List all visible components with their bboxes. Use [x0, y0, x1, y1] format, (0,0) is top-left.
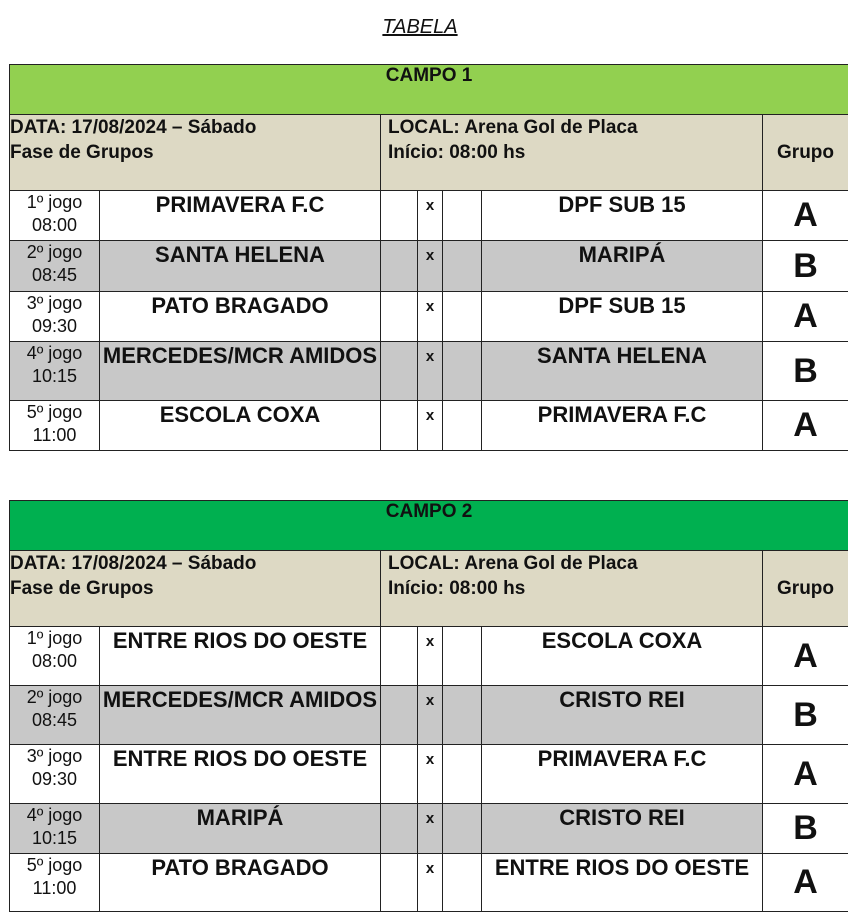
campo-2-header: CAMPO 2	[10, 501, 848, 551]
table-row	[10, 342, 848, 401]
home-score	[381, 854, 418, 912]
away-score	[443, 342, 482, 401]
home-team: PRIMAVERA F.C	[100, 191, 381, 241]
local-label: LOCAL: Arena Gol de Placa	[388, 117, 638, 138]
start-label: Início: 08:00 hs	[388, 578, 526, 599]
game-slot: 2º jogo 08:45	[10, 686, 100, 745]
table-row	[10, 804, 848, 854]
away-score	[443, 804, 482, 854]
away-score	[443, 191, 482, 241]
group-letter: B	[763, 686, 848, 745]
home-team: PATO BRAGADO	[100, 292, 381, 342]
away-score	[443, 241, 482, 292]
away-team: PRIMAVERA F.C	[482, 745, 763, 804]
game-slot: 1º jogo 08:00	[10, 191, 100, 241]
home-team: MARIPÁ	[100, 804, 381, 854]
versus: x	[418, 686, 443, 745]
away-score	[443, 292, 482, 342]
home-team: ESCOLA COXA	[100, 401, 381, 451]
date-label: DATA: 17/08/2024 – Sábado	[10, 117, 257, 138]
game-slot: 5º jogo 11:00	[10, 854, 100, 912]
table-row	[10, 401, 848, 451]
versus: x	[418, 627, 443, 686]
away-score	[443, 745, 482, 804]
game-slot: 2º jogo 08:45	[10, 241, 100, 292]
table-row	[10, 241, 848, 292]
game-slot: 3º jogo 09:30	[10, 745, 100, 804]
campo-2-info-local	[381, 551, 763, 627]
campo-1-header: CAMPO 1	[10, 65, 848, 115]
table-row	[10, 191, 848, 241]
grupo-header: Grupo	[763, 115, 848, 191]
campo-1-info-date	[10, 115, 381, 191]
phase-label: Fase de Grupos	[10, 578, 154, 599]
campo-2-info-date	[10, 551, 381, 627]
versus: x	[418, 191, 443, 241]
away-score	[443, 686, 482, 745]
table-row	[10, 854, 848, 912]
group-letter: B	[763, 804, 848, 854]
group-letter: B	[763, 241, 848, 292]
home-score	[381, 745, 418, 804]
group-letter: A	[763, 745, 848, 804]
away-team: CRISTO REI	[482, 686, 763, 745]
versus: x	[418, 401, 443, 451]
versus: x	[418, 804, 443, 854]
game-slot: 4º jogo 10:15	[10, 804, 100, 854]
away-team: CRISTO REI	[482, 804, 763, 854]
start-label: Início: 08:00 hs	[388, 142, 526, 163]
local-label: LOCAL: Arena Gol de Placa	[388, 553, 638, 574]
home-team: SANTA HELENA	[100, 241, 381, 292]
date-label: DATA: 17/08/2024 – Sábado	[10, 553, 257, 574]
away-team: PRIMAVERA F.C	[482, 401, 763, 451]
home-score	[381, 292, 418, 342]
home-team: MERCEDES/MCR AMIDOS	[100, 686, 381, 745]
away-team: DPF SUB 15	[482, 292, 763, 342]
group-letter: A	[763, 292, 848, 342]
versus: x	[418, 292, 443, 342]
home-score	[381, 191, 418, 241]
away-team: MARIPÁ	[482, 241, 763, 292]
table-row	[10, 292, 848, 342]
away-team: DPF SUB 15	[482, 191, 763, 241]
group-letter: A	[763, 854, 848, 912]
home-team: MERCEDES/MCR AMIDOS	[100, 342, 381, 401]
home-score	[381, 241, 418, 292]
versus: x	[418, 342, 443, 401]
away-team: ENTRE RIOS DO OESTE	[482, 854, 763, 912]
group-letter: A	[763, 627, 848, 686]
table-row	[10, 686, 848, 745]
home-score	[381, 342, 418, 401]
away-score	[443, 854, 482, 912]
home-team: PATO BRAGADO	[100, 854, 381, 912]
away-score	[443, 627, 482, 686]
away-team: ESCOLA COXA	[482, 627, 763, 686]
versus: x	[418, 854, 443, 912]
campo-1-table	[9, 64, 848, 451]
home-score	[381, 627, 418, 686]
home-score	[381, 401, 418, 451]
table-row	[10, 627, 848, 686]
table-row	[10, 745, 848, 804]
home-score	[381, 686, 418, 745]
game-slot: 3º jogo 09:30	[10, 292, 100, 342]
game-slot: 5º jogo 11:00	[10, 401, 100, 451]
game-slot: 4º jogo 10:15	[10, 342, 100, 401]
campo-2-table	[9, 500, 848, 912]
group-letter: A	[763, 401, 848, 451]
home-team: ENTRE RIOS DO OESTE	[100, 745, 381, 804]
home-team: ENTRE RIOS DO OESTE	[100, 627, 381, 686]
phase-label: Fase de Grupos	[10, 142, 154, 163]
home-score	[381, 804, 418, 854]
versus: x	[418, 745, 443, 804]
group-letter: A	[763, 191, 848, 241]
group-letter: B	[763, 342, 848, 401]
game-slot: 1º jogo 08:00	[10, 627, 100, 686]
away-team: SANTA HELENA	[482, 342, 763, 401]
campo-1-info-local	[381, 115, 763, 191]
page-title: TABELA	[382, 16, 458, 38]
grupo-header: Grupo	[763, 551, 848, 627]
versus: x	[418, 241, 443, 292]
away-score	[443, 401, 482, 451]
